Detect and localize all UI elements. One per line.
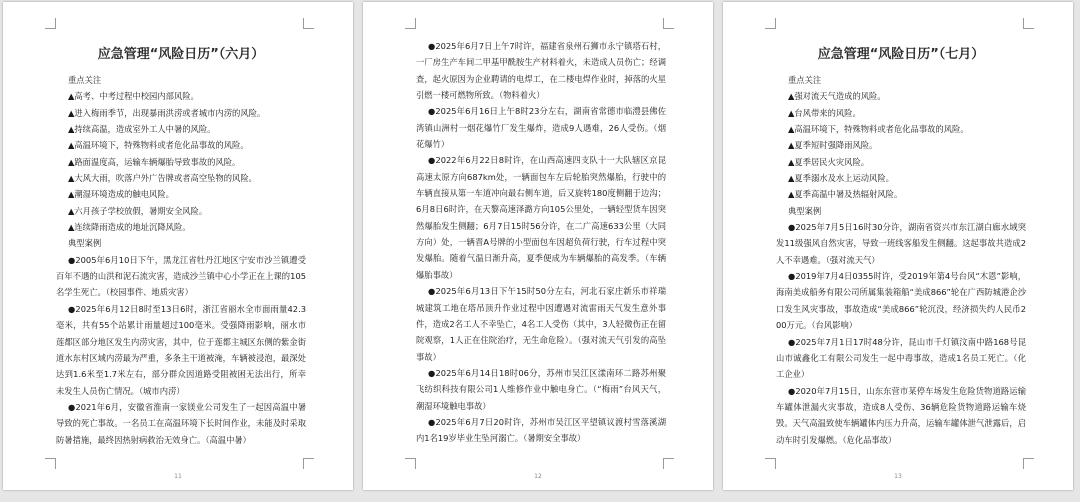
- crop-mark-bottom-left: [405, 458, 416, 469]
- page-body: [416, 38, 666, 447]
- crop-mark-top-right: [303, 18, 314, 29]
- focus-item: ▲强对流天气造成的风险。: [788, 91, 886, 102]
- focus-item: ▲持续高温，造成室外工人中暑的风险。: [68, 124, 216, 135]
- case-paragraph: ●2025年6月7日上午7时许，福建省泉州石狮市永宁镇塔石村，一厂房生产车间二甲基甲酰胺生产材料着火，未造成人员伤亡；经调查，起火原因为企业聘请的电焊工，在二楼电焊作业时，掉落的火星引燃一楼可燃物所致。（物料着火）: [416, 41, 666, 101]
- crop-mark-top-left: [45, 18, 56, 29]
- page-number: 12: [534, 473, 542, 480]
- focus-item: ▲夏季溺水及水上运动风险。: [788, 173, 894, 184]
- crop-mark-top-right: [1023, 18, 1034, 29]
- crop-mark-bottom-left: [765, 458, 776, 469]
- focus-item: ▲潮湿环境造成的触电风险。: [68, 189, 174, 200]
- cases-heading: 典型案例: [68, 238, 102, 249]
- case-paragraph: ●2025年6月7日20时许，苏州市吴江区平望镇议渡村雪落溪湖内1名19岁毕业生坠河溺亡。（暑期安全事故）: [416, 416, 666, 444]
- case-paragraph: ●2019年7月4日0355时许，受2019年第4号台风“木恩”影响，海南美成船务有限公司所属集装箱船“美成866”轮在广西防城港企沙口发生风灾事故，事故造成“美成866”轮沉没，经济损失约人民币200万元。（台风影响）: [776, 271, 1026, 331]
- focus-item: ▲连续降雨造成的地址沉降风险。: [68, 222, 191, 233]
- crop-mark-bottom-right: [1023, 458, 1034, 469]
- crop-mark-top-left: [405, 18, 416, 29]
- case-paragraph: ●2005年6月10日下午，黑龙江省牡丹江地区宁安市沙兰镇遭受百年不遇的山洪和泥石流灾害，造成沙兰镇中心小学正在上课的105名学生死亡。（校园事件、地质灾害）: [56, 254, 306, 298]
- focus-item: ▲六月孩子学校放假，暑期安全风险。: [68, 205, 208, 216]
- focus-item: ▲夏季高温中暑及热辐射风险。: [788, 189, 903, 200]
- case-paragraph: ●2025年6月16日上午8时23分左右，湖南省常德市临澧县佛佐湾镇山洲村一烟花爆竹厂发生爆炸，造成9人遇难，26人受伤。（烟花爆竹）: [416, 106, 666, 150]
- case-paragraph: ●2025年6月13日下午15时50分左右，河北石家庄新乐市祥瑞城建筑工地在塔吊顶升作业过程中因遭遇对流雷雨天气发生意外事件，造成2名工人不幸坠亡，4名工人受伤（其中，3人轻微伤正在留院观察，1人正在住院治疗，无生命危险）。（强对流天气引发的高坠事故）: [416, 286, 666, 362]
- case-paragraph: ●2025年6月14日18时06分，苏州市吴江区漾南环二路苏州聚飞纺织科技有限公司1人维修作业中触电身亡。（“梅雨”台风天气，潮湿环境触电事故）: [416, 367, 666, 411]
- page-body: [56, 46, 306, 448]
- doc-title: 应急管理“风险日历”（七月）: [817, 47, 985, 62]
- case-paragraph: ●2021年6月，安徽省淮南一家镁业公司发生了一起因高温中暑导致的死亡事故。一名员工在高温环境下长时间作业，未能及时采取防暑措施，最终因热射病救治无效身亡。（高温中暑）: [56, 401, 306, 445]
- focus-item: ▲大风大雨，吹落户外广告牌或者高空坠物的风险。: [68, 173, 257, 184]
- case-paragraph: ●2020年7月15日，山东东营市某停车场发生危险货物道路运输车罐体泄漏火灾事故，造成8人受伤、36辆危险货物道路运输车烧毁。天气高温致使车辆罐体内压力升高，运输车罐体泄气泄露后，启动车时引发爆燃。（危化品事故）: [776, 385, 1026, 445]
- focus-item: ▲进入梅雨季节，出现暴雨洪涝或者城市内涝的风险。: [68, 107, 266, 118]
- case-paragraph: ●2025年6月12日8时至13日6时，浙江省丽水全市面雨量42.3毫米，共有55个站累计雨量超过100毫米。受强降雨影响，丽水市莲都区部分地区发生内涝灾害，其中，位于莲都主城区东侧的紫金街道水东村区域内涝最为严重，多条主干道被淹，车辆被浸泡，最深处达到1.6米至1.7米左右，部分群众因道路受阻被困无法出行，所幸未发生人员伤亡情况。（城市内涝）: [56, 303, 306, 396]
- crop-mark-bottom-left: [45, 458, 56, 469]
- page-11[interactable]: [3, 2, 353, 490]
- doc-title: 应急管理“风险日历”（六月）: [97, 47, 265, 62]
- case-paragraph: ●2025年7月1日17时48分许，昆山市千灯镇汶南中路168号昆山市诚鑫化工有限公司发生一起中毒事故，造成1名员工死亡。（化工企业）: [776, 336, 1026, 380]
- page-number: 11: [174, 473, 182, 480]
- page-body: [776, 46, 1026, 448]
- crop-mark-bottom-right: [303, 458, 314, 469]
- focus-item: ▲高考、中考过程中校园内部风险。: [68, 91, 199, 102]
- focus-heading: 重点关注: [788, 75, 822, 85]
- case-paragraph: ●2022年6月22日8时许，在山西高速四支队十一大队辖区京昆高速太原方向687km处，一辆面包车左后轮胎突然爆胎，行驶中的车辆直接从第一车道冲向最右侧车道，后又旋转180度侧翻于边沟；6月8日6时许，在天黎高速泽潞方向105公里处，一辆轻型货车因突然爆胎发生侧翻；6月7日15时56分许，在二广高速633公里（大同方向）处，一辆晋A号牌的小型面包车因超负荷行驶，行车过程中突发爆胎。随着气温日渐升高，夏季便成为车辆爆胎的高发季。（车辆爆胎事故）: [416, 155, 666, 280]
- focus-item: ▲夏季居民火灾风险。: [788, 156, 870, 167]
- page-number: 13: [894, 473, 902, 480]
- focus-item: ▲高温环境下，特殊物料或者危化品事故的风险。: [788, 124, 969, 135]
- crop-mark-top-right: [663, 18, 674, 29]
- focus-item: ▲高温环境下，特殊物料或者危化品事故的风险。: [68, 140, 249, 151]
- focus-item: ▲夏季短时强降雨风险。: [788, 140, 878, 151]
- crop-mark-top-left: [765, 18, 776, 29]
- page-13[interactable]: [723, 2, 1073, 490]
- focus-item: ▲台风带来的风险。: [788, 107, 861, 118]
- case-paragraph: ●2025年7月5日16时30分许，湖南省资兴市东江湖白廊水域突发11级强风自然灾害，导致一班线客船发生侧翻。这起事故共造成2人不幸遇难。（强对流天气）: [776, 222, 1026, 265]
- focus-heading: 重点关注: [68, 75, 102, 85]
- focus-item: ▲路面温度高，运输车辆爆胎导致事故的风险。: [68, 156, 241, 167]
- page-12[interactable]: [363, 2, 713, 490]
- cases-heading: 典型案例: [788, 205, 822, 216]
- crop-mark-bottom-right: [663, 458, 674, 469]
